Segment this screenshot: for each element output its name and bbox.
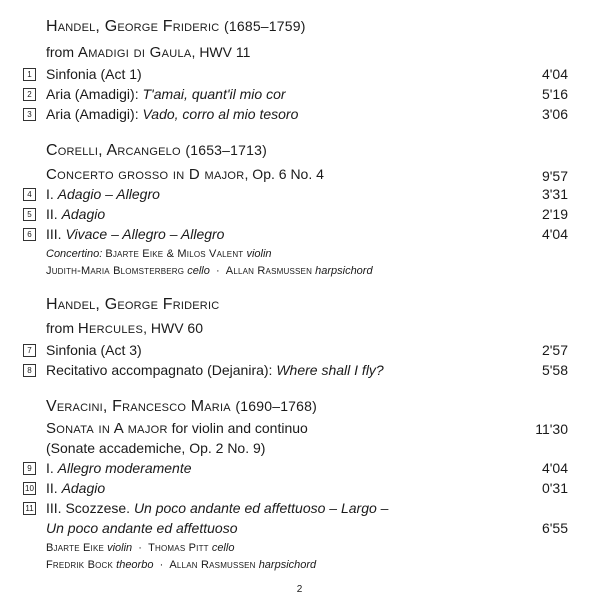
track-duration: 0'31 — [541, 480, 568, 496]
track-title: II. Adagio — [46, 480, 106, 496]
track-row[interactable] — [0, 500, 599, 518]
work-duration: 11'30 — [535, 421, 568, 437]
separator: · — [138, 542, 142, 554]
track-row[interactable] — [0, 66, 599, 84]
track-row[interactable] — [0, 86, 599, 104]
track-row[interactable] — [0, 460, 599, 478]
track-title: I. Adagio – Allegro — [46, 186, 160, 202]
work-title: Sonata in A major for violin and continuo — [46, 420, 308, 437]
track-title: II. Adagio — [46, 206, 106, 222]
performers-line: Judith-Maria Blomsterberg cello · Allan Rasmussen harpsichord — [46, 265, 373, 277]
track-duration: 4'04 — [541, 460, 568, 476]
track-number: 4 — [23, 188, 36, 201]
track-duration: 4'04 — [541, 226, 568, 242]
composer-heading: Veracini, Francesco Maria (1690–1768) — [46, 398, 318, 415]
composer-heading: Handel, George Frideric — [46, 296, 220, 313]
track-duration: 5'16 — [541, 86, 568, 102]
separator: · — [159, 559, 164, 571]
track-title: III. Vivace – Allegro – Allegro — [46, 226, 225, 242]
work-title: from Hercules, HWV 60 — [46, 320, 203, 337]
separator: · — [216, 265, 220, 277]
track-row[interactable] — [0, 362, 599, 380]
track-number: 7 — [23, 344, 36, 357]
track-duration: 2'19 — [541, 206, 568, 222]
track-number: 6 — [23, 228, 36, 241]
track-number: 1 — [23, 68, 36, 81]
track-title: Aria (Amadigi): T'amai, quant'il mio cor — [46, 86, 286, 102]
composer-heading: Handel, George Frideric (1685–1759) — [46, 18, 306, 35]
track-duration: 4'04 — [541, 66, 568, 82]
track-row-continued[interactable] — [0, 520, 599, 538]
work-duration: 9'57 — [541, 168, 568, 184]
track-duration: 2'57 — [541, 342, 568, 358]
track-title: Recitativo accompagnato (Dejanira): Where shall I fly? — [46, 362, 384, 378]
track-duration: 6'55 — [541, 520, 568, 536]
work-title: from Amadigi di Gaula, HWV 11 — [46, 44, 251, 61]
track-number: 11 — [23, 502, 36, 515]
track-row[interactable] — [0, 106, 599, 124]
track-row[interactable] — [0, 226, 599, 244]
track-number: 2 — [23, 88, 36, 101]
track-number: 3 — [23, 108, 36, 121]
track-title: III. Scozzese. Un poco andante ed affettuoso – Largo – — [46, 500, 389, 516]
track-number: 10 — [23, 482, 36, 495]
track-title: Aria (Amadigi): Vado, corro al mio tesoro — [46, 106, 299, 122]
track-number: 8 — [23, 364, 36, 377]
page-number: 2 — [296, 584, 303, 595]
track-title: Sinfonia (Act 3) — [46, 342, 142, 358]
performers-line: Fredrik Bock theorbo · Allan Rasmussen harpsichord — [46, 559, 317, 571]
track-title: Sinfonia (Act 1) — [46, 66, 142, 82]
performers-line: Bjarte Eike violin · Thomas Pitt cello — [46, 542, 235, 554]
track-duration: 5'58 — [541, 362, 568, 378]
track-row[interactable] — [0, 342, 599, 360]
composer-heading: Corelli, Arcangelo (1653–1713) — [46, 142, 267, 159]
track-title: I. Allegro moderamente — [46, 460, 192, 476]
track-title-continued: Un poco andante ed affettuoso — [46, 520, 238, 536]
track-row[interactable] — [0, 480, 599, 498]
track-number: 5 — [23, 208, 36, 221]
track-number: 9 — [23, 462, 36, 475]
performers-line: Concertino: Bjarte Eike & Milos Valent violin — [46, 248, 272, 260]
track-row[interactable] — [0, 206, 599, 224]
work-subtitle: (Sonate accademiche, Op. 2 No. 9) — [46, 440, 266, 456]
track-duration: 3'06 — [541, 106, 568, 122]
work-title: Concerto grosso in D major, Op. 6 No. 4 — [46, 166, 324, 183]
track-duration: 3'31 — [541, 186, 568, 202]
track-row[interactable] — [0, 186, 599, 204]
